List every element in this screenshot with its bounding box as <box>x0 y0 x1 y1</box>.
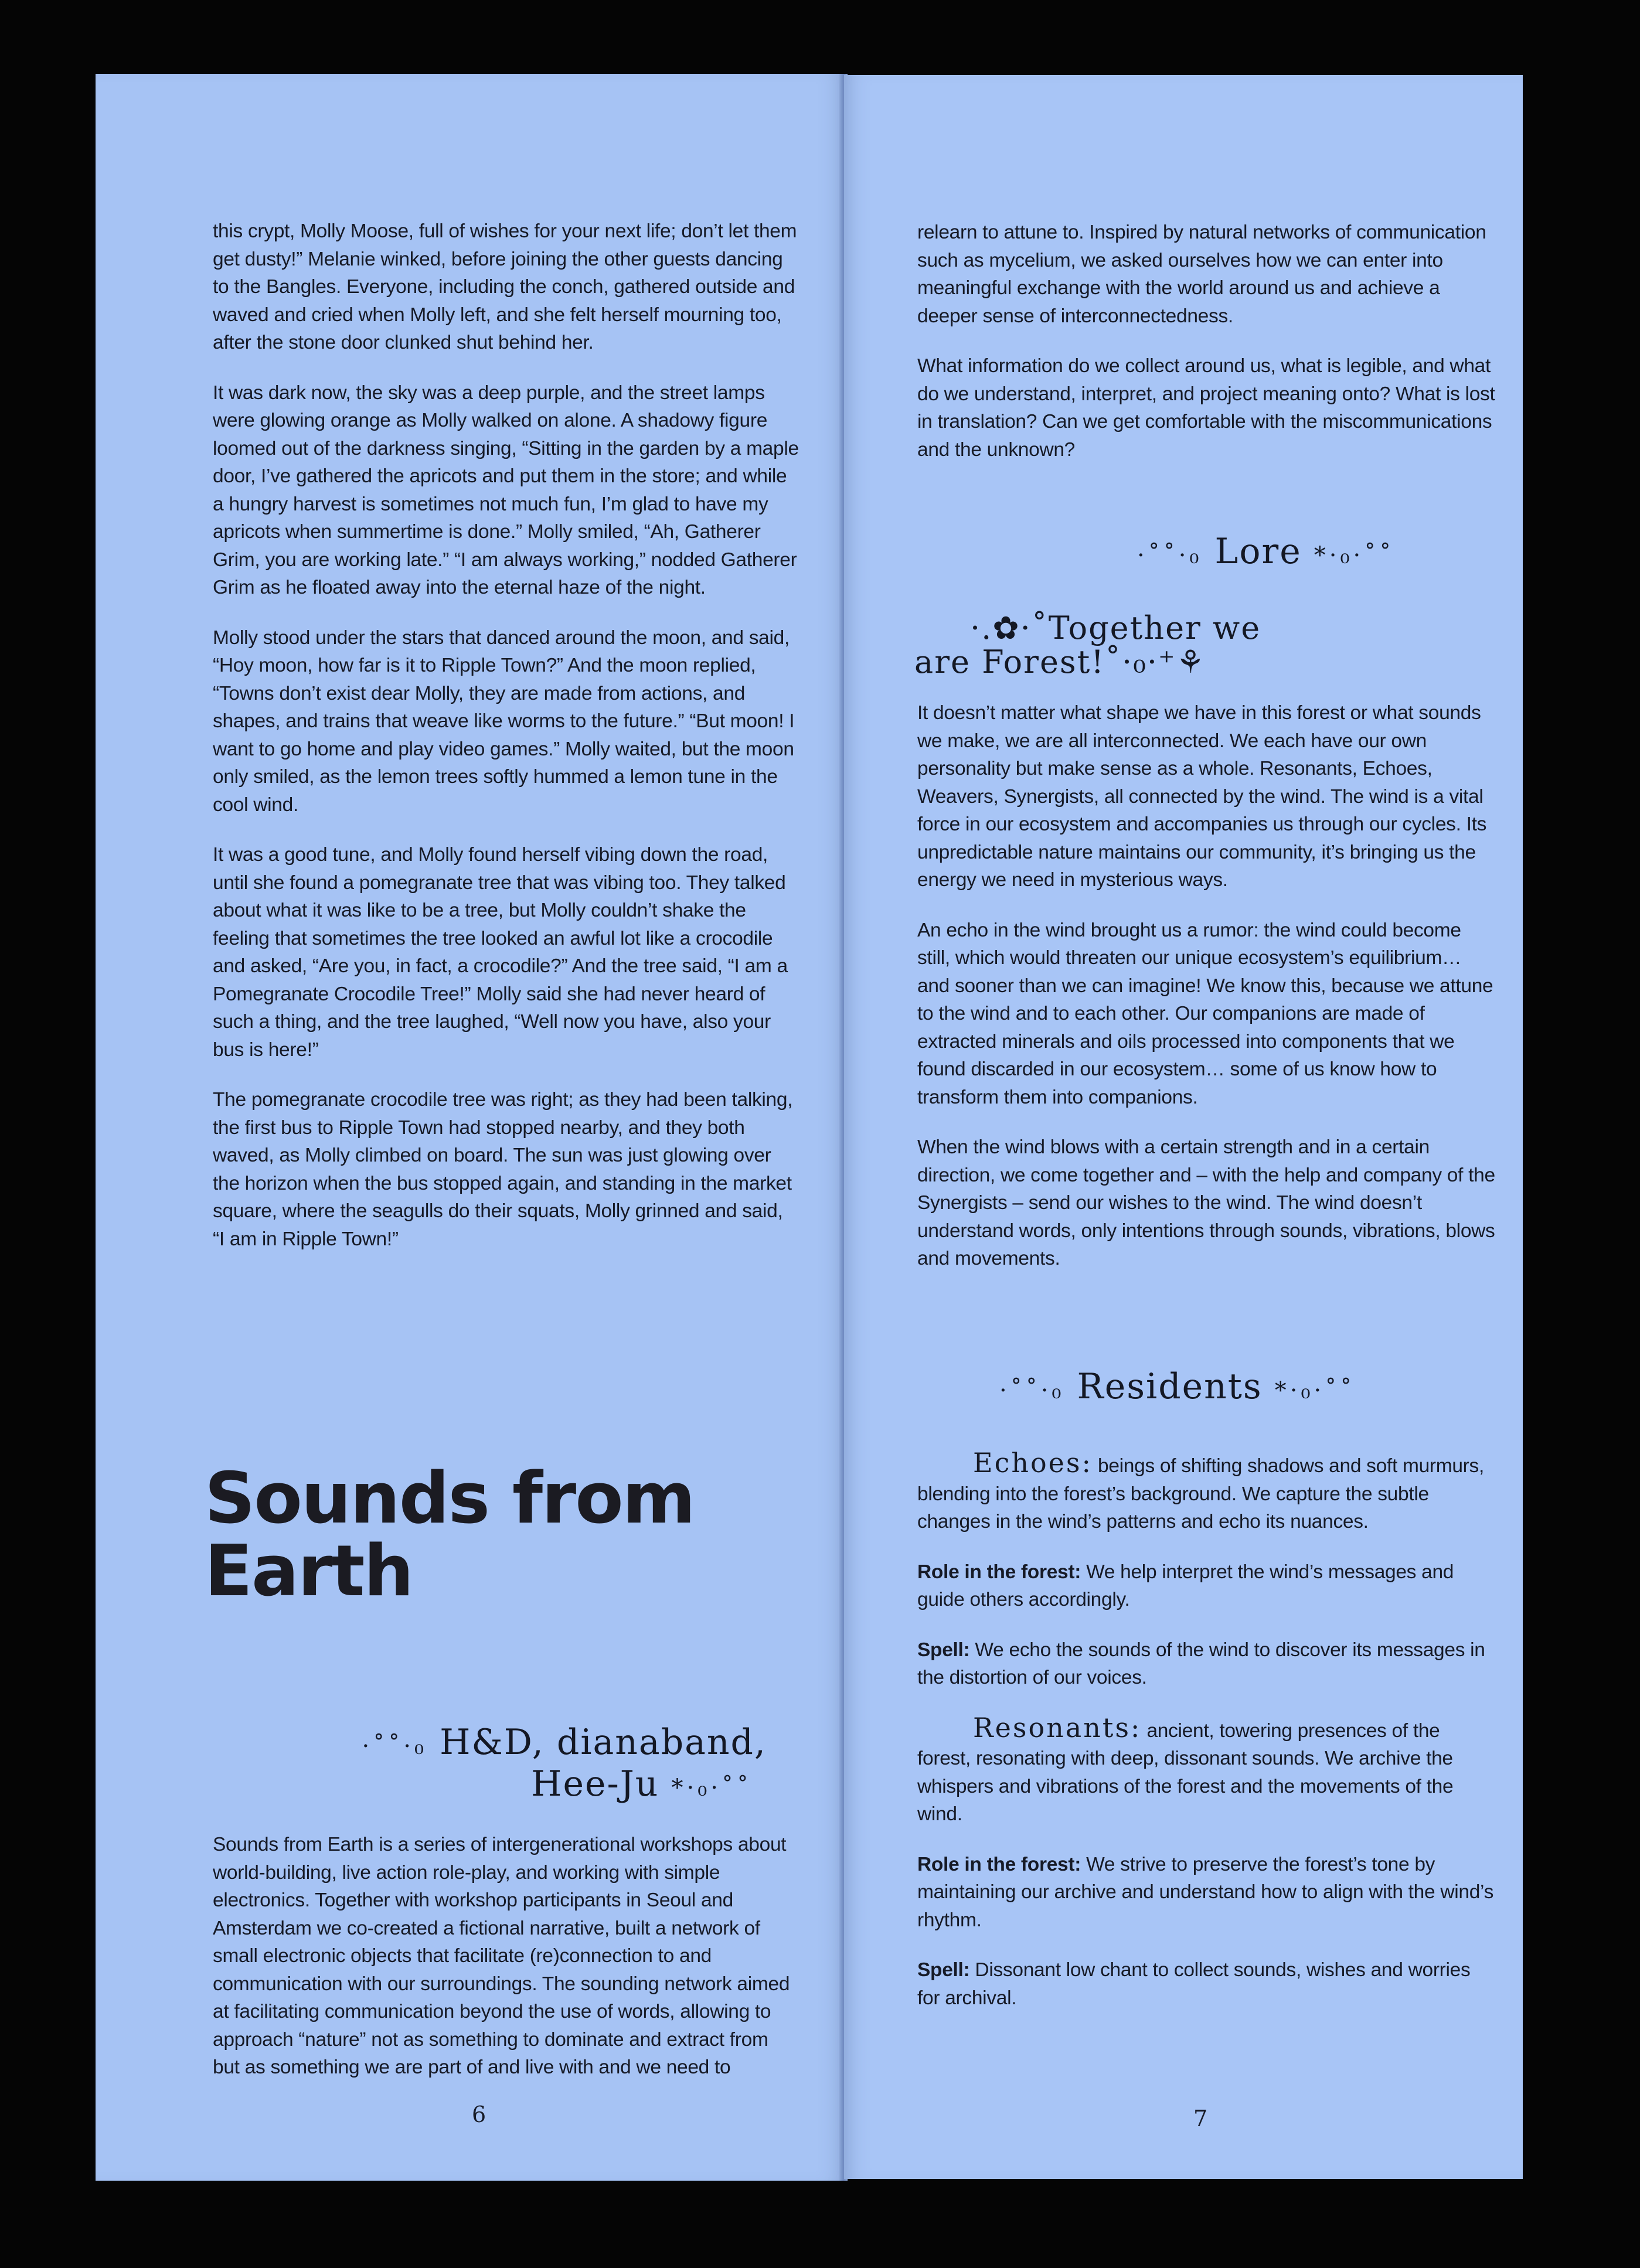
spell-label: Spell: <box>917 1959 970 1981</box>
sparkle-ornament: *·₀·˚˚ <box>1314 542 1395 569</box>
paragraph: Sounds from Earth is a series of intergenerational workshops about world-building, live action role-play, and working with simple electronics. Together with workshop participants in Seoul and Amsterdam we co-created a fictional narrative, built a network of small electronic objects that facilitate (re)connection to and communication with our surroundings. The sounding network aimed at facilitating communication beyond the use of words, allowing to approach “nature” not as something to dominate and extract from but as something we are part of and live with and we need to <box>213 1834 790 2078</box>
credits-line: Hee-Ju <box>531 1763 659 1804</box>
sparkle-ornament: ·˚˚·₀ <box>999 1377 1065 1404</box>
zine-spread <box>96 74 1523 2181</box>
paragraph: It was a good tune, and Molly found herself vibing down the road, until she found a pomegranate tree that was vibing too. They talked about what it was like to be a tree, but Molly couldn’t shake the feeling that sometimes the tree looked an awful lot like a crocodile and asked, “Are you, in fact, a crocodile?” And the tree said, “I am a Pomegranate Crocodile Tree!” Molly said she had never heard of such a thing, and the tree laughed, “Well now you have, also your bus is here!” <box>213 844 788 1061</box>
motto-line: ·.✿·˚Together we <box>970 609 1261 646</box>
title-line: Earth <box>205 1531 413 1612</box>
left-page <box>96 74 844 2181</box>
credits-line: H&D, dianaband, <box>440 1722 767 1763</box>
resident-role <box>917 1851 1498 1935</box>
paragraph: The pomegranate crocodile tree was right; as they had been talking, the first bus to Ripple Town had stopped nearby, and they both waved, as Molly climbed on board. The sun was just glowing over the horizon when the bus stopped again, and standing in the market square, where the seagulls do their squats, Molly grinned and said, “I am in Ripple Town!” <box>213 1089 793 1250</box>
residents-heading <box>999 1367 1355 1410</box>
heading-text: Lore <box>1214 531 1302 572</box>
heading-text: Residents <box>1077 1366 1263 1407</box>
resident-name: Resonants: <box>973 1711 1142 1743</box>
resident-spell <box>917 1636 1498 1692</box>
story-text <box>213 217 799 1275</box>
resident-description: beings of shifting shadows and soft murmurs, blending into the forest’s background. We capture the subtle changes in the wind’s patterns and echo its nuances. <box>917 1455 1484 1533</box>
page-number: 6 <box>472 2102 486 2127</box>
resident-resonants <box>917 1711 1498 1828</box>
role-label: Role in the forest: <box>917 1561 1081 1583</box>
spell-text: We echo the sounds of the wind to discover its messages in the distortion of our voices. <box>917 1639 1485 1688</box>
resident-spell <box>917 1956 1498 2012</box>
role-text: We help interpret the wind’s messages and guide others accordingly. <box>917 1561 1454 1610</box>
resident-description: ancient, towering presences of the forest, resonating with deep, dissonant sounds. We archive the whispers and vibrations of the forest and the movements of the wind. <box>917 1719 1454 1825</box>
motto <box>914 611 1442 679</box>
paragraph: relearn to attune to. Inspired by natural networks of communication such as mycelium, we asked ourselves how we can enter into meaningful exchange with the world around us and achieve a deeper sense of interconnectedness. <box>917 222 1486 327</box>
paragraph: An echo in the wind brought us a rumor: the wind could become still, which would threaten our unique ecosystem’s equilibrium… and sooner than we can imagine! We know this, because we attune to the wind and to each other. Our companions are made of extracted minerals and oils processed into components that we found discarded in our ecosystem… some of us know how to transform them into companions. <box>917 919 1493 1108</box>
paragraph: It was dark now, the sky was a deep purple, and the street lamps were glowing orange as Molly walked on alone. A shadowy figure loomed out of the darkness singing, “Sitting in the garden by a maple door, I’ve gathered the apricots and put them in the store; and while a hungry harvest is sometimes not much fun, I’m glad to have my apricots when summertime is done.” Molly smiled, “Ah, Gatherer Grim, you are working late.” “I am always working,” nodded Gatherer Grim as he floated away into the eternal haze of the night. <box>213 382 799 598</box>
resident-name: Echoes: <box>973 1447 1093 1479</box>
intro-text <box>213 1831 799 2104</box>
spell-text: Dissonant low chant to collect sounds, wishes and worries for archival. <box>917 1959 1471 2009</box>
paragraph: It doesn’t matter what shape we have in this forest or what sounds we make, we are all interconnected. We each have our own personality but make sense as a whole. Resonants, Echoes, Weavers, Synergists, all connected by the wind. The wind is a vital force in our ecosystem and accompanies us through our cycles. Its unpredictable nature maintains our community, it’s bringing us the energy we need in mysterious ways. <box>917 702 1487 891</box>
paragraph: What information do we collect around us, what is legible, and what do we understand, interpret, and project meaning onto? What is lost in translation? Can we get comfortable with the miscommunications and the unknown? <box>917 355 1495 461</box>
sparkle-ornament: ·˚˚·₀ <box>362 1733 427 1760</box>
resident-role <box>917 1558 1498 1614</box>
paragraph: When the wind blows with a certain strength and in a certain direction, we come together and – with the help and company of the Synergists – send our wishes to the wind. The wind doesn’t understand words, only intentions through sounds, vibrations, blows and movements. <box>917 1136 1495 1269</box>
resident-echoes <box>917 1449 1498 1536</box>
sparkle-ornament: ·˚˚·₀ <box>1137 542 1203 569</box>
page-number: 7 <box>1193 2106 1208 2131</box>
spell-label: Spell: <box>917 1639 970 1661</box>
motto-line: are Forest!˚·₀·⁺⚘ <box>914 643 1206 680</box>
lore-text <box>917 699 1498 1295</box>
residents-text <box>917 1449 1498 2034</box>
article-title <box>205 1458 732 1612</box>
intro-continued <box>917 219 1498 486</box>
credits-heading <box>239 1724 767 1807</box>
paragraph: Molly stood under the stars that danced around the moon, and said, “Hoy moon, how far is it to Ripple Town?” And the moon replied, “Towns don’t exist dear Molly, they are made from actions, and shapes, and trains that weave like worms to the future.” “But moon! I want to go home and play video games.” Molly waited, but the moon only smiled, as the lemon trees softly hummed a lemon tune in the cool wind. <box>213 626 795 816</box>
sparkle-ornament: *·₀·˚˚ <box>671 1775 752 1802</box>
title-line: Sounds from <box>205 1458 695 1540</box>
role-label: Role in the forest: <box>917 1853 1081 1875</box>
sparkle-ornament: *·₀·˚˚ <box>1274 1377 1356 1404</box>
role-text: We strive to preserve the forest’s tone by maintaining our archive and understand how to align with the wind’s rhythm. <box>917 1853 1494 1931</box>
paragraph: this crypt, Molly Moose, full of wishes for your next life; don’t let them get dusty!” Melanie winked, before joining the other guests dancing to the Bangles. Everyone, including the conch, gathered outside and waved and cried when Molly left, and she felt herself mourning too, after the stone door clunked shut behind her. <box>213 220 797 353</box>
right-page <box>844 75 1523 2179</box>
lore-heading <box>1137 532 1394 575</box>
